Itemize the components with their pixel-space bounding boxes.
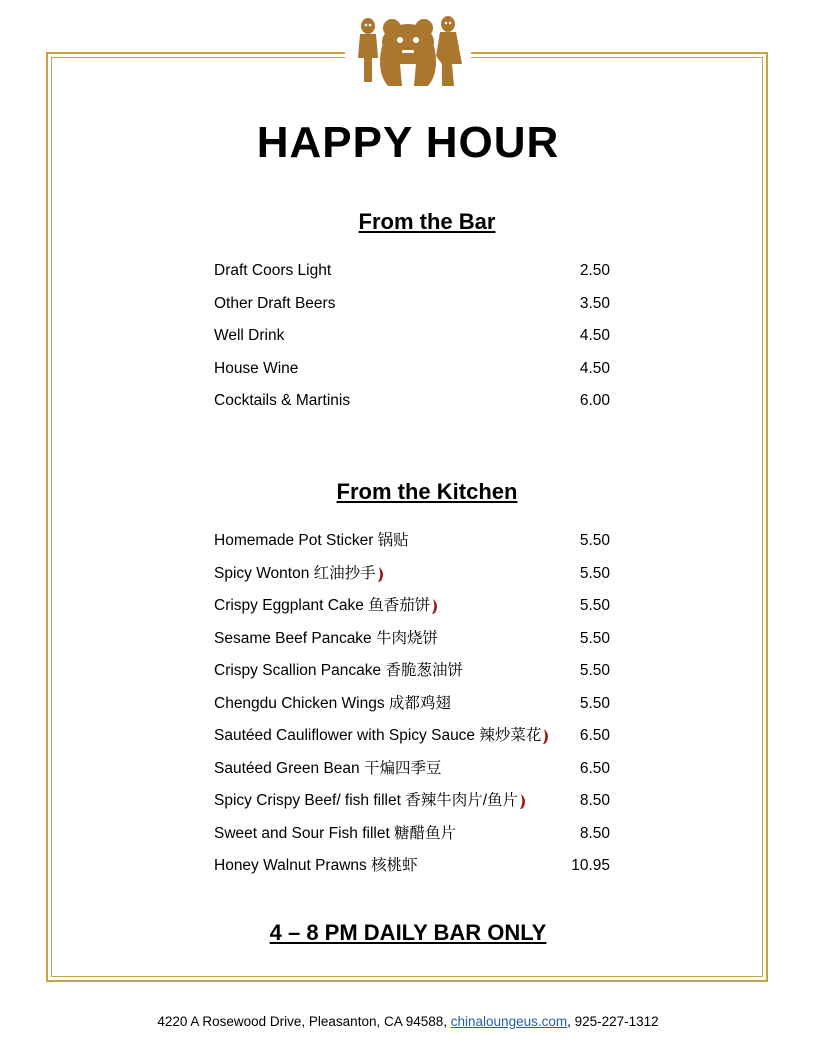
bar-menu-list (214, 262, 610, 425)
item-price: 5.50 (579, 564, 610, 582)
item-name (214, 857, 418, 875)
bar-menu-item (214, 327, 610, 360)
bar-menu-item (214, 262, 610, 295)
item-name-text: Sweet and Sour Fish fillet 糖醋鱼片 (214, 824, 457, 842)
chili-pepper-icon (377, 565, 386, 583)
item-name-text: Crispy Eggplant Cake 鱼香茄饼 (214, 597, 431, 614)
item-name-text: Spicy Wonton 红油抄手 (214, 564, 376, 582)
kitchen-menu-item (214, 597, 610, 630)
item-name-text: Homemade Pot Sticker 锅贴 (214, 532, 409, 549)
website-link[interactable]: chinaloungeus.com (450, 1014, 568, 1029)
page-title: HAPPY HOUR (256, 118, 560, 167)
item-name-text: Honey Walnut Prawns 核桃虾 (214, 857, 418, 874)
item-name-text: Crispy Scallion Pancake 香脆葱油饼 (214, 662, 463, 679)
item-name-text: Cocktails & Martinis (214, 392, 351, 409)
kitchen-menu-item (214, 565, 610, 598)
foo-dog-figures-logo-icon (352, 12, 464, 90)
kitchen-menu-item (214, 825, 610, 858)
item-name (214, 327, 284, 345)
bar-menu-item (214, 392, 610, 425)
item-name (214, 760, 441, 778)
item-price: 6.50 (579, 759, 610, 777)
item-name-text: Chengdu Chicken Wings 成都鸡翅 (214, 694, 451, 712)
item-name (214, 360, 298, 378)
item-price: 5.50 (579, 662, 610, 679)
item-name-text: Spicy Crispy Beef/ fish fillet 香辣牛肉片/鱼片 (214, 792, 519, 809)
item-name-text: House Wine (214, 359, 299, 377)
item-name-text: Other Draft Beers (214, 294, 336, 312)
kitchen-menu-item (214, 662, 610, 695)
restaurant-address (0, 1014, 816, 1029)
item-price: 4.50 (579, 359, 610, 377)
item-name (214, 392, 350, 410)
item-name-text: Sautéed Green Bean 干煸四季豆 (214, 759, 442, 777)
item-price: 2.50 (579, 262, 610, 279)
item-name (214, 262, 331, 280)
item-name (214, 597, 440, 615)
item-name (214, 727, 551, 745)
item-name-text: Sesame Beef Pancake 牛肉烧饼 (214, 629, 438, 647)
item-name (214, 630, 438, 648)
item-price: 8.50 (579, 824, 610, 842)
kitchen-menu-item (214, 727, 610, 760)
bar-menu-item (214, 295, 610, 328)
kitchen-menu-item (214, 792, 610, 825)
kitchen-menu-list (214, 532, 610, 890)
phone-text: , 925-227-1312 (567, 1014, 659, 1029)
chili-pepper-icon (431, 597, 440, 615)
item-name (214, 662, 463, 680)
item-name (214, 565, 386, 583)
item-price: 5.50 (579, 532, 610, 549)
kitchen-menu-item (214, 695, 610, 728)
item-price: 4.50 (579, 327, 610, 344)
item-name-text: Well Drink (214, 327, 285, 344)
item-price: 5.50 (579, 597, 610, 614)
item-name (214, 825, 456, 843)
item-price: 5.50 (579, 694, 610, 712)
kitchen-menu-item (214, 857, 610, 890)
item-name-text: Sautéed Cauliflower with Spicy Sauce 辣炒菜花 (214, 727, 542, 744)
bar-section-heading: From the Bar (358, 209, 496, 234)
item-price: 5.50 (579, 629, 610, 647)
happy-hour-times: 4 – 8 PM DAILY BAR ONLY (269, 920, 547, 945)
kitchen-section-heading: From the Kitchen (336, 479, 518, 504)
item-price: 8.50 (579, 792, 610, 809)
item-price: 10.95 (571, 857, 610, 874)
bar-menu-item (214, 360, 610, 393)
item-name (214, 792, 528, 810)
item-name-text: Draft Coors Light (214, 262, 332, 279)
item-name (214, 295, 335, 313)
kitchen-menu-item (214, 630, 610, 663)
item-price: 6.00 (579, 392, 610, 409)
kitchen-menu-item (214, 760, 610, 793)
item-price: 6.50 (579, 727, 610, 744)
kitchen-menu-item (214, 532, 610, 565)
item-name (214, 695, 451, 713)
chili-pepper-icon (542, 727, 551, 745)
address-text: 4220 A Rosewood Drive, Pleasanton, CA 94588, (157, 1014, 451, 1029)
item-price: 3.50 (579, 294, 610, 312)
item-name (214, 532, 409, 550)
chili-pepper-icon (519, 792, 528, 810)
